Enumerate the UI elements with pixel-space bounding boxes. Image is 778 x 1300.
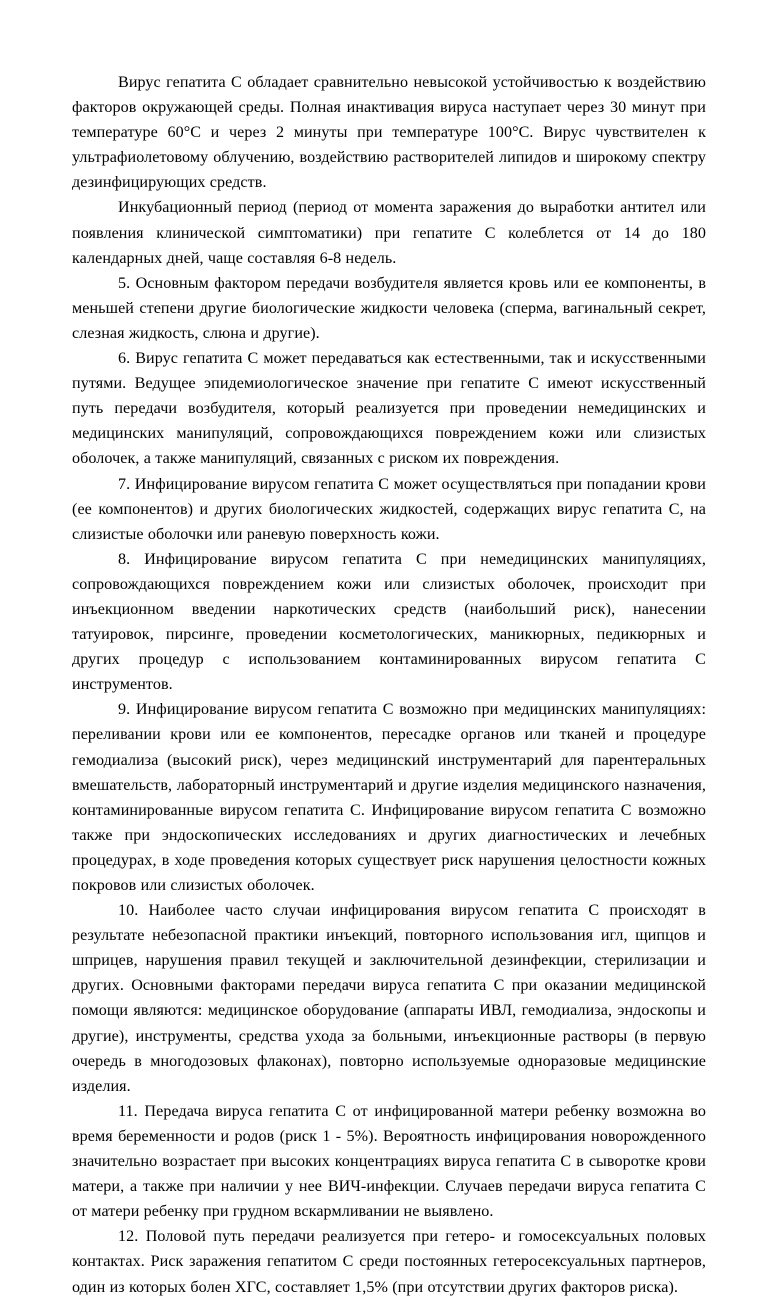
paragraph-virus-stability: Вирус гепатита С обладает сравнительно невысокой устойчивостью к воздействию факторов окружающей среды. Полная инактивация вируса наступает через 30 минут при температуре 60°С и через 2 минуты при температуре 100°С. Вирус чувствителен к ультрафиолетовому облучению, воздействию растворителей липидов и широкому спектру дезинфицирующих средств. bbox=[72, 74, 706, 192]
paragraph-item-9-medical-manipulations: 9. Инфицирование вирусом гепатита С возможно при медицинских манипуляциях: переливании крови или ее компонентов, пересадке органов или тканей и процедуре гемодиализа (высокий риск), через медицинский инструментарий для парентеральных вмешательств, лабораторный инструментарий и другие изделия медицинского назначения, контаминированные вирусом гепатита С. Инфицирование вирусом гепатита С возможно также при эндоскопических исследованиях и других диагностических и лечебных процедурах, в ходе проведения которых существует риск нарушения целостности кожных покровов или слизистых оболочек. bbox=[72, 701, 706, 894]
paragraph-item-8-nonmedical-manipulations: 8. Инфицирование вирусом гепатита С при немедицинских манипуляциях, сопровождающихся повреждением кожи или слизистых оболочек, происходит при инъекционном введении наркотических средств (наибольший риск), нанесении татуировок, пирсинге, проведении косметологических, маникюрных, педикюрных и других процедур с использованием контаминированных вирусом гепатита С инструментов. bbox=[72, 550, 706, 694]
paragraph-incubation-period: Инкубационный период (период от момента заражения до выработки антител или появления клинической симптоматики) при гепатите С колеблется от 14 до 180 календарных дней, чаще составляя 6-8 недель. bbox=[72, 199, 706, 267]
document-text-body bbox=[72, 70, 706, 1300]
paragraph-item-7-infection-contact: 7. Инфицирование вирусом гепатита С может осуществляться при попадании крови (ее компонентов) и других биологических жидкостей, содержащих вирус гепатита С, на слизистые оболочки или раневую поверхность кожи. bbox=[72, 475, 706, 543]
paragraph-item-10-most-frequent-cases: 10. Наиболее часто случаи инфицирования вирусом гепатита С происходят в результате небезопасной практики инъекций, повторного использования игл, щипцов и шприцев, нарушения правил текущей и заключительной дезинфекции, стерилизации и других. Основными факторами передачи вируса гепатита С при оказании медицинской помощи являются: медицинское оборудование (аппараты ИВЛ, гемодиализа, эндоскопы и другие), инструменты, средства ухода за больными, инъекционные растворы (в первую очередь в многодозовых флаконах), повторно используемые одноразовые медицинские изделия. bbox=[72, 902, 706, 1095]
paragraph-item-6-transmission-routes: 6. Вирус гепатита С может передаваться как естественными, так и искусственными путями. Ведущее эпидемиологическое значение при гепатите С имеют искусственный путь передачи возбудителя, который реализуется при проведении немедицинских и медицинских манипуляций, сопровождающихся повреждением кожи или слизистых оболочек, а также манипуляций, связанных с риском их повреждения. bbox=[72, 350, 706, 468]
paragraph-item-11-mother-to-child: 11. Передача вируса гепатита С от инфицированной матери ребенку возможна во время беременности и родов (риск 1 - 5%). Вероятность инфицирования новорожденного значительно возрастает при высоких концентрациях вируса гепатита С в сыворотке крови матери, а также при наличии у нее ВИЧ-инфекции. Случаев передачи вируса гепатита С от матери ребенку при грудном вскармливании не выявлено. bbox=[72, 1102, 706, 1221]
paragraph-item-12-sexual-transmission: 12. Половой путь передачи реализуется при гетеро- и гомосексуальных половых контактах. Риск заражения гепатитом С среди постоянных гетеросексуальных партнеров, один из которых болен ХГС, составляет 1,5% (при отсутствии других факторов риска). bbox=[72, 1228, 706, 1296]
paragraph-item-5-transmission-factor: 5. Основным фактором передачи возбудителя является кровь или ее компоненты, в меньшей степени другие биологические жидкости человека (сперма, вагинальный секрет, слезная жидкость, слюна и другие). bbox=[72, 274, 706, 342]
